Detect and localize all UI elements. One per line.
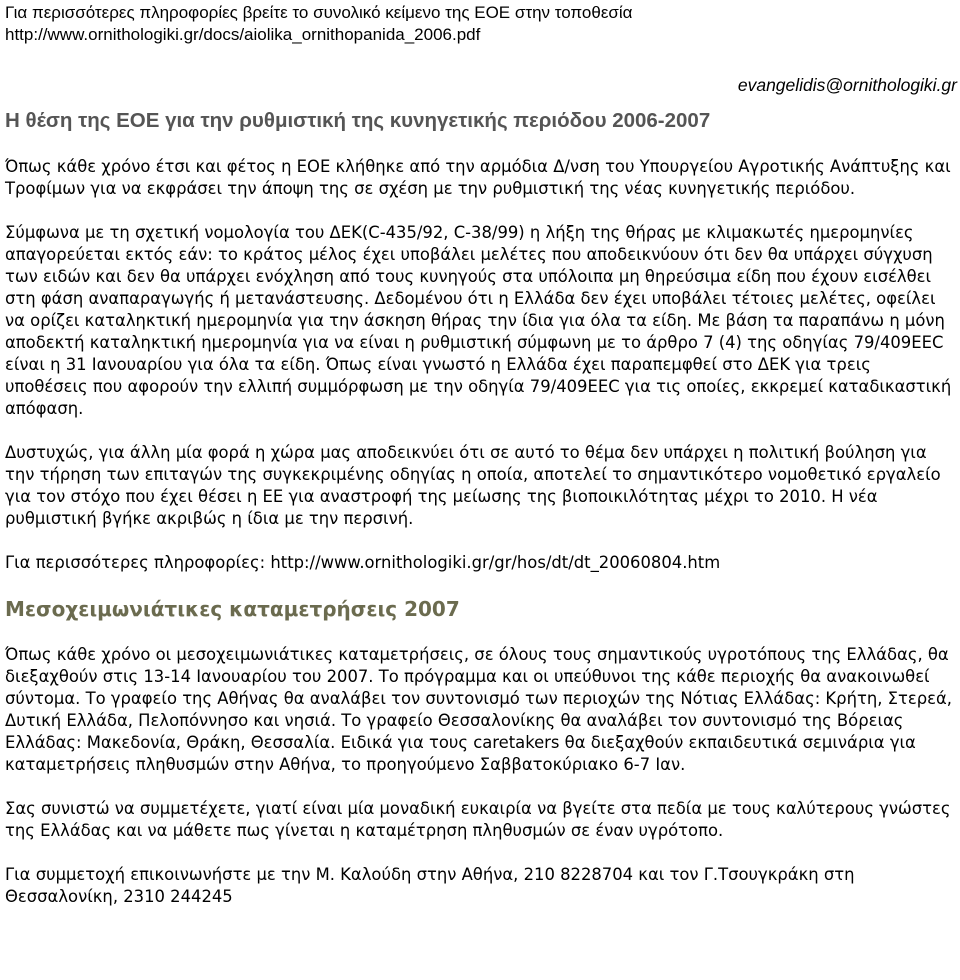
section1-paragraph-3: Δυστυχώς, για άλλη μία φορά η χώρα μας αποδεικνύει ότι σε αυτό το θέμα δεν υπάρχει η πολιτική βούληση για την τήρηση των επιταγών της συγκεκριμένης οδηγίας η οποία, αποτελεί το σημαντικότερο νομοθετικό εργαλείο για τον στόχο που έχει θέσει η ΕΕ για αναστροφή της μείωσης της βιοποικιλότητας μέχρι το 2010. Η νέα ρυθμιστική βγήκε ακριβώς η ίδια με την περσινή.: [5, 443, 941, 528]
section1-paragraph-2: Σύμφωνα με τη σχετική νομολογία του ΔΕΚ(C-435/92, C-38/99) η λήξη της θήρας με κλιμακωτές ημερομηνίες απαγορεύεται εκτός εάν: το κράτος μέλος έχει υποβάλει μελέτες που αποδεικνύουν ότι δεν θα υπάρχει σύγχυση των ειδών και δεν θα υπάρχει ενόχληση από τους κυνηγούς στα υπόλοιπα μη θηρεύσιμα είδη που έχουν εισέλθει στη φάση αναπαραγωγής ή μετανάστευσης. Δεδομένου ότι η Ελλάδα δεν έχει υποβάλει τέτοιες μελέτες, οφείλει να ορίζει καταληκτική ημερομηνία για την άσκηση θήρας την ίδια για όλα τα είδη. Με βάση τα παραπάνω η μόνη αποδεκτή καταληκτική ημερομηνία για να είναι η ρυθμιστική σύμφωνη με το άρθρο 7 (4) της οδηγίας 79/409ΕΕC είναι η 31 Ιανουαρίου για όλα τα είδη. Όπως είναι γνωστό η Ελλάδα έχει παραπεμφθεί στο ΔΕΚ για τρεις υποθέσεις που αφορούν την ελλιπή συμμόρφωση με την οδηγία 79/409ΕΕC για τις οποίες, εκκρεμεί καταδικαστική απόφαση.: [5, 223, 952, 418]
section2-title: Μεσοχειμωνιάτικες καταμετρήσεις 2007: [5, 597, 460, 621]
section2-paragraph-2: Σας συνιστώ να συμμετέχετε, γιατί είναι μία μοναδική ευκαιρία να βγείτε στα πεδία με τους καλύτερους γνώστες της Ελλάδας και να μάθετε πως γίνεται η καταμέτρηση πληθυσμών σε έναν υγρότοπο.: [5, 799, 951, 840]
more-info-link[interactable]: http://www.ornithologiki.gr/gr/hos/dt/dt_20060804.htm: [270, 553, 721, 572]
more-info-label: Για περισσότερες πληροφορίες:: [5, 553, 271, 572]
section2-paragraph-1: Όπως κάθε χρόνο οι μεσοχειμωνιάτικες καταμετρήσεις, σε όλους τους σημαντικούς υγροτόπους της Ελλάδας, θα διεξαχθούν στις 13-14 Ιανουαρίου του 2007. Το πρόγραμμα και οι υπεύθυνοι της κάθε περιοχής θα ανακοινωθεί σύντομα. Το γραφείο της Αθήνας θα αναλάβει τον συντονισμό των περιοχών της Νότιας Ελλάδας: Κρήτη, Στερεά, Δυτική Ελλάδα, Πελοπόννησο και νησιά. Το γραφείο Θεσσαλονίκης θα αναλάβει τον συντονισμό της Βόρειας Ελλάδας: Μακεδονία, Θράκη, Θεσσαλία. Ειδικά για τους caretakers θα διεξαχθούν εκπαιδευτικά σεμινάρια για καταμετρήσεις πληθυσμών στην Αθήνα, το προηγούμενο Σαββατοκύριακο 6-7 Ιαν.: [5, 645, 952, 774]
section1-paragraph-1: Όπως κάθε χρόνο έτσι και φέτος η ΕΟΕ κλήθηκε από την αρμόδια Δ/νση του Υπουργείου Αγροτικής Ανάπτυξης και Τροφίμων για να εκφράσει την άποψη της σε σχέση με την ρυθμιστική της νέας κυνηγετικής περιόδου.: [5, 157, 951, 198]
intro-more-info-text: Για περισσότερες πληροφορίες βρείτε το συνολικό κείμενο της ΕΟΕ στην τοποθεσία: [5, 3, 633, 22]
section1-title: Η θέση της ΕΟΕ για την ρυθμιστική της κυνηγετικής περιόδου 2006-2007: [5, 109, 711, 132]
author-email: evangelidis@ornithologiki.gr: [737, 75, 957, 95]
pdf-link[interactable]: http://www.ornithologiki.gr/docs/aiolika_ornithopanida_2006.pdf: [5, 25, 481, 44]
intro-text: [5, 2, 957, 46]
document-page: [5, 0, 957, 908]
contact-info: Για συμμετοχή επικοινωνήστε με την Μ. Καλούδη στην Αθήνα, 210 8228704 και τον Γ.Τσουγκράκη στη Θεσσαλονίκη, 2310 244245: [5, 865, 855, 906]
more-info-line: [5, 552, 957, 574]
